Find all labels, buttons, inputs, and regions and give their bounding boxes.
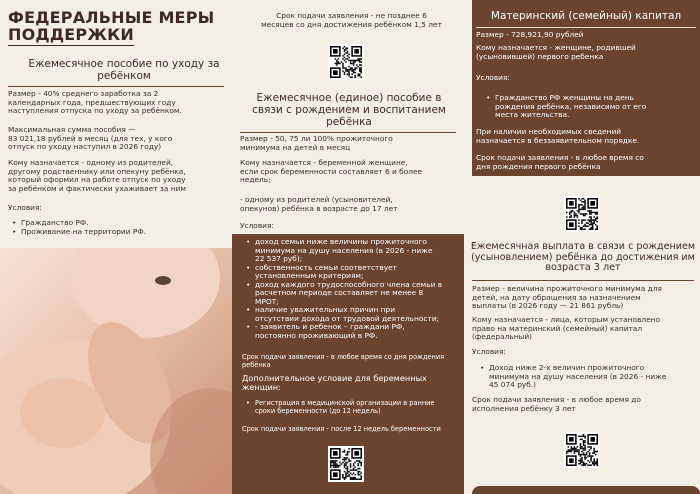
divider	[8, 86, 224, 87]
column-1	[0, 0, 232, 494]
unified-who-parents: - одному из родителей (усыновителей, опекунов) ребёнка в возрасте до 17 лет	[240, 195, 398, 213]
capital-note: При наличии необходимых сведений назначается в беззаявительном порядке.	[476, 127, 640, 145]
unified-conditions-label: Условия:	[240, 221, 274, 230]
unified-size: Размер - 50, 75 ли 100% прожиточного минимума на детей в месяц	[240, 134, 393, 152]
section-title-unified-benefit: Ежемесячное (единое) пособие в связи с рождением и воспитанием ребёнка	[252, 92, 446, 128]
extra-condition-list	[246, 400, 460, 415]
qr-code-1[interactable]	[328, 44, 364, 80]
capital-size: Размер - 728,921,90 рублей	[476, 30, 584, 39]
unified-deadline: Срок подачи заявления - в любое время со дня рождения ребёнка	[242, 353, 445, 369]
list-item: • наличие уважительных причин при отсутствии дохода от трудовой деятельности;	[246, 306, 460, 323]
unified-conditions-list	[246, 238, 460, 340]
childcare-deadline: Срок подачи заявления - не позднее 6 месяцев со дня достижения ребёнком 1,5 лет	[261, 11, 442, 29]
unified-conditions-box	[232, 234, 464, 494]
list-item: • Регистрация в медицинской организации в ранние сроки беременности (до 12 недель)	[246, 400, 460, 415]
divider	[476, 27, 696, 28]
payment-size: Размер - величина прожиточного минимума для детей, на дату обращения за назначением выплаты (в 2026 году — 21 861 рубль)	[472, 284, 662, 311]
list-item: • - заявитель и ребенок – граждани РФ, постоянно проживающий в РФ.	[246, 323, 460, 340]
baby-head	[70, 248, 220, 338]
payment-conditions	[480, 364, 694, 390]
payment-deadline: Срок подачи заявления - в любое время до исполнения ребёнку 3 лет	[472, 395, 641, 413]
childcare-conditions-label: Условия:	[8, 203, 42, 212]
page-title: ФЕДЕРАЛЬНЫЕ МЕРЫ ПОДДЕРЖКИ	[8, 8, 215, 44]
column-3	[464, 0, 700, 494]
payment-conditions-label: Условия:	[472, 347, 506, 356]
baby-hand	[20, 378, 105, 448]
column-2	[232, 0, 464, 494]
list-item: • Проживание на территории РФ.	[12, 228, 222, 237]
list-item: • Гражданство РФ.	[12, 219, 222, 228]
maternity-capital-box	[472, 0, 700, 176]
extra-condition-title: Дополнительное условие для беременных женщин:	[242, 373, 427, 393]
list-item: • собственность семьи соответствует установленным критериям;	[246, 264, 460, 281]
list-item: • доход семьи ниже величины прожиточного минимума на душу населения (в 2026 - ниже 22 537 руб);	[246, 238, 460, 264]
capital-who: Кому назначается - женщине, родившей (усыновившей) первого ребенка	[476, 43, 636, 61]
list-item: • Доход ниже 2-х величин прожиточного минимума на душу населения (в 2026 - ниже 45 074 руб.)	[480, 364, 694, 390]
divider	[240, 132, 456, 133]
payment-who: Кому назначается - лица, которым установлено право на материнский (семейный) капитал (федеральный)	[472, 315, 660, 342]
childcare-size: Размер - 40% среднего заработка за 2 календарных года, предшествующих году наступления отпуска по уходу за ребёнком.	[8, 89, 182, 116]
list-item: • Гражданство РФ женщины на день рождения ребёнка, независимо от его места жительства.	[486, 94, 692, 120]
section-title-maternity-capital: Материнский (семейный) капитал	[490, 10, 682, 22]
qr-code-4[interactable]	[564, 432, 600, 468]
capital-conditions	[486, 94, 692, 120]
qr-code-2[interactable]	[328, 446, 364, 482]
list-item: • доход каждого трудоспособного члена семьи в расчетном периоде составляет не менее 8 МРОТ;	[246, 281, 460, 307]
childcare-who: Кому назначается - одному из родителей, другому родственнику или опекуну ребёнка, который оформил на работе отпуск по уходу за ребёнком и фактически ухаживает за ним	[8, 158, 186, 193]
qr-code-3[interactable]	[564, 196, 600, 232]
section-title-childcare: Ежемесячное пособие по уходу за ребёнком	[28, 58, 220, 82]
baby-eye	[155, 276, 171, 285]
childcare-conditions	[12, 219, 222, 236]
capital-deadline: Срок подачи заявления - в любое время со дня рождения первого ребёнка	[476, 153, 644, 171]
bottom-bar	[472, 486, 700, 494]
section-title-monthly-payment: Ежемесячная выплата в связи с рождением (усыновлением) ребёнка до достижения им возраста 3 лет	[470, 241, 696, 274]
baby-photo	[0, 248, 232, 494]
divider	[472, 280, 694, 281]
capital-conditions-label: Условия:	[476, 73, 510, 82]
pregnancy-deadline: Срок подачи заявления - после 12 недель беременности	[242, 425, 441, 433]
unified-who: Кому назначается - беременной женщине, если срок беременности составляет 6 и более недель;	[240, 158, 423, 185]
childcare-max: Максимальная сумма пособия — 83 021,18 рублей в месяц (для тех, у кого отпуск по уходу наступил в 2026 году)	[8, 125, 173, 152]
